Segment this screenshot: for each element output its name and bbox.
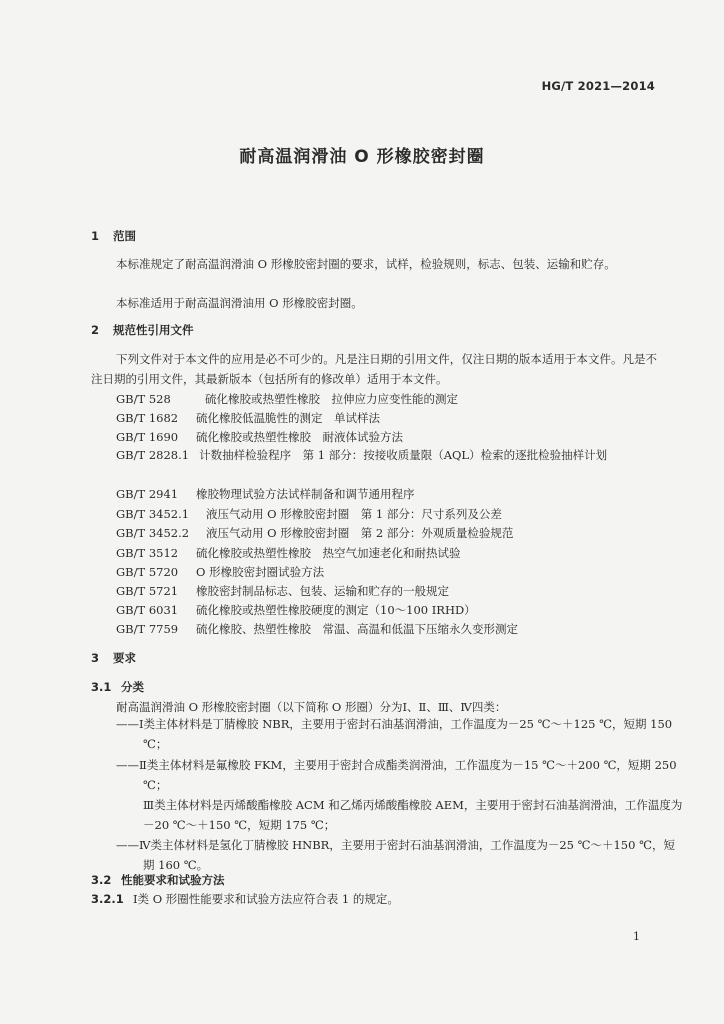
section-3-2-heading <box>91 872 225 888</box>
reference-code: GB/T 3452.1 <box>116 507 190 521</box>
section-3-heading <box>91 650 136 666</box>
scope-paragraph-2: 本标准适用于耐高温润滑油用 O 形橡胶密封圈。 <box>116 296 363 310</box>
reference-code: GB/T 528 <box>116 392 171 406</box>
clause-number: 3.2.1 <box>91 892 124 906</box>
reference-item <box>116 621 518 637</box>
reference-title: 液压气动用 O 形橡胶密封圈 第 1 部分：尺寸系列及公差 <box>206 507 502 521</box>
section-1-heading <box>91 228 136 244</box>
reference-code: GB/T 3452.2 <box>116 526 190 540</box>
clause-text: Ⅰ类 O 形圈性能要求和试验方法应符合表 1 的规定。 <box>133 892 399 906</box>
reference-title: 硫化橡胶或热塑性橡胶 拉伸应力应变性能的测定 <box>205 392 458 406</box>
section-title: 要求 <box>113 651 136 665</box>
reference-code: GB/T 1682 <box>116 411 179 425</box>
section-3-1-heading <box>91 679 144 695</box>
reference-title: 硫化橡胶、热塑性橡胶 常温、高温和低温下压缩永久变形测定 <box>196 622 518 636</box>
class-item-4: ——Ⅳ类主体材料是氢化丁腈橡胶 HNBR，主要用于密封石油基润滑油，工作温度为－25 ℃～＋150 ℃，短期 160 ℃。 <box>116 838 675 872</box>
section-number: 3.2 <box>91 873 112 887</box>
class-item-2: ——Ⅱ类主体材料是氟橡胶 FKM，主要用于密封合成酯类润滑油，工作温度为－15 ℃～＋200 ℃，短期 250 ℃； <box>116 758 677 792</box>
class-item-1: ——Ⅰ类主体材料是丁腈橡胶 NBR，主要用于密封石油基润滑油，工作温度为－25 ℃～＋125 ℃，短期 150 ℃； <box>116 717 673 751</box>
reference-item <box>116 506 502 522</box>
references-intro: 下列文件对于本文件的应用是必不可少的。凡是注日期的引用文件，仅注日期的版本适用于本文件。凡是不注日期的引用文件，其最新版本（包括所有的修改单）适用于本文件。 <box>91 352 657 386</box>
reference-code: GB/T 6031 <box>116 603 179 617</box>
reference-code: GB/T 5720 <box>116 565 179 579</box>
reference-title: 橡胶密封制品标志、包装、运输和贮存的一般规定 <box>196 584 449 598</box>
reference-code: GB/T 2941 <box>116 487 179 501</box>
section-number: 3.1 <box>91 680 112 694</box>
reference-code: GB/T 3512 <box>116 546 179 560</box>
reference-title: 硫化橡胶低温脆性的测定 单试样法 <box>196 411 380 425</box>
class-item-3: Ⅲ类主体材料是丙烯酸酯橡胶 ACM 和乙烯丙烯酸酯橡胶 AEM，主要用于密封石油基润滑油，工作温度为－20 ℃～＋150 ℃，短期 175 ℃； <box>143 798 683 832</box>
reference-item <box>116 583 449 599</box>
reference-item <box>116 545 461 561</box>
reference-code: GB/T 2828.1 <box>116 448 190 462</box>
reference-title: 硫化橡胶或热塑性橡胶硬度的测定（10～100 IRHD） <box>196 603 476 617</box>
reference-item <box>116 486 415 502</box>
reference-code: GB/T 1690 <box>116 430 179 444</box>
reference-item <box>116 429 403 445</box>
scope-paragraph-1: 本标准规定了耐高温润滑油 O 形橡胶密封圈的要求，试样，检验规则，标志、包装、运输和贮存。 <box>116 257 616 271</box>
reference-code: GB/T 7759 <box>116 622 179 636</box>
reference-item <box>116 391 458 407</box>
reference-item <box>116 410 380 426</box>
reference-title: 硫化橡胶或热塑性橡胶 热空气加速老化和耐热试验 <box>196 546 461 560</box>
section-number: 3 <box>91 651 100 665</box>
page-title: 耐高温润滑油 O 形橡胶密封圈 <box>239 147 485 167</box>
clause-3-2-1 <box>91 891 399 907</box>
reference-code: GB/T 5721 <box>116 584 179 598</box>
standard-code: HG/T 2021—2014 <box>541 79 655 93</box>
reference-item <box>116 525 513 541</box>
section-title: 规范性引用文件 <box>113 323 194 337</box>
section-title: 性能要求和试验方法 <box>121 873 225 887</box>
reference-item <box>116 564 324 580</box>
page-number: 1 <box>633 930 640 943</box>
section-title: 范围 <box>113 229 136 243</box>
reference-title: O 形橡胶密封圈试验方法 <box>196 565 325 579</box>
reference-title: 计数抽样检验程序 第 1 部分：按接收质量限（AQL）检索的逐批检验抽样计划 <box>199 448 608 462</box>
reference-title: 橡胶物理试验方法试样制备和调节通用程序 <box>196 487 415 501</box>
classification-intro: 耐高温润滑油 O 形橡胶密封圈（以下简称 O 形圈）分为Ⅰ、Ⅱ、Ⅲ、Ⅳ四类： <box>116 700 507 714</box>
section-number: 2 <box>91 323 100 337</box>
reference-item <box>116 602 476 618</box>
section-number: 1 <box>91 229 100 243</box>
reference-title: 硫化橡胶或热塑性橡胶 耐液体试验方法 <box>196 430 403 444</box>
section-2-heading <box>91 322 194 338</box>
reference-title: 液压气动用 O 形橡胶密封圈 第 2 部分：外观质量检验规范 <box>206 526 514 540</box>
section-title: 分类 <box>121 680 144 694</box>
reference-item <box>91 446 657 464</box>
